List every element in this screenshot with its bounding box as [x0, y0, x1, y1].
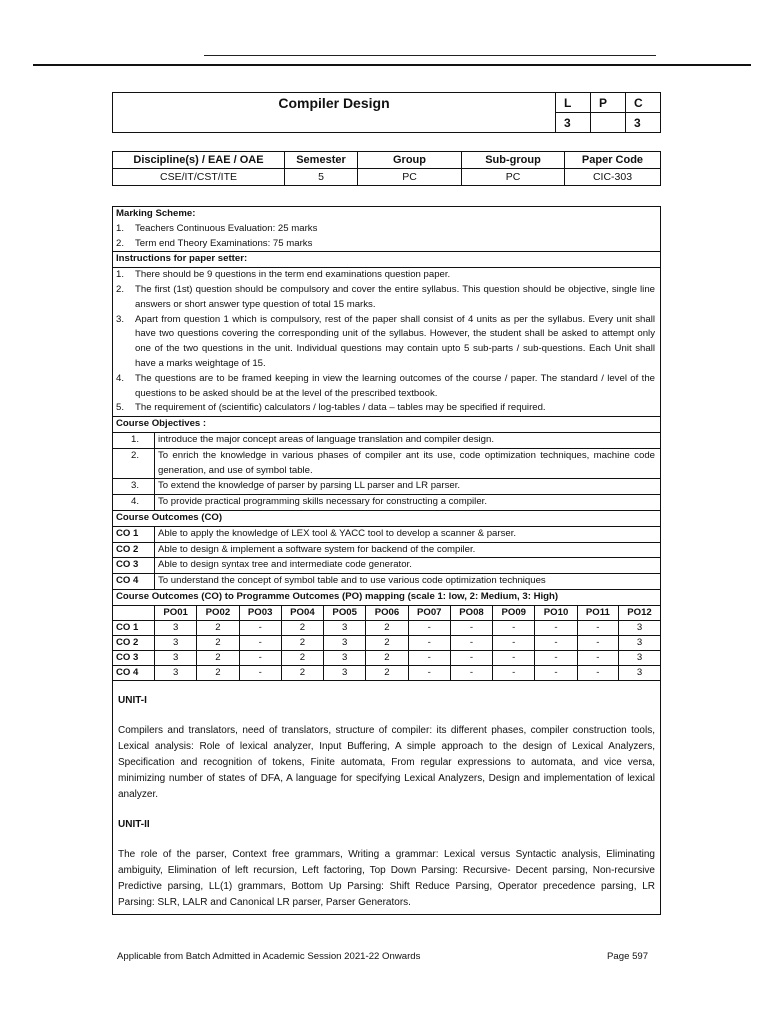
footer-page-number: Page 597 — [607, 951, 649, 962]
objective-row: 1. introduce the major concept areas of language translation and compiler design. — [113, 433, 660, 449]
group-header: Group — [358, 152, 462, 169]
outcome-row: CO 1 Able to apply the knowledge of LEX tool & YACC tool to develop a scanner & parser. — [113, 527, 660, 543]
subgroup-header: Sub-group — [462, 152, 565, 169]
co-po-mapping-table — [113, 606, 660, 681]
objectives-heading: Course Objectives : — [113, 417, 660, 433]
outcome-row: CO 2 Able to design & implement a software system for backend of the compiler. — [113, 543, 660, 559]
marking-item: 2. Term end Theory Examinations: 75 marks — [113, 237, 660, 253]
unit-1-text: Compilers and translators, need of translators, structure of compiler: its different phases, compiler construction tools, Lexical analysis: Role of lexical analyzer, Input Buffering, A simple approach to the design of Lexical Analyzers, Specification and recognition of tokens, Finite automata, From regular expressions to automata, and vice versa, minimizing number of states of DFA, A language for specifying Lexical Analyzers, Design and implementation of lexical analyzer. — [118, 724, 655, 800]
lpc-value-l: 3 — [556, 113, 591, 133]
discipline-header: Discipline(s) / EAE / OAE — [113, 152, 285, 169]
semester-header: Semester — [285, 152, 358, 169]
group-value: PC — [358, 169, 462, 186]
subgroup-value: PC — [462, 169, 565, 186]
instructions-heading: Instructions for paper setter: — [113, 252, 660, 268]
unit-2-text: The role of the parser, Context free grammars, Writing a grammar: Lexical versus Syntactic analysis, Eliminating ambiguity, Elimination of left recursion, Left factoring, Top Down Parsing: Recursive- Decent parsing, Non-recursive Predictive parsing, LL(1) grammars, Bottom Up Parsing: Shift Reduce Parsing, Operator precedence parsing, LR Parsing: SLR, LALR and Canonical LR parser, Parser Generators. — [118, 848, 655, 908]
paper-code-value: CIC-303 — [565, 169, 661, 186]
lpc-label-c: C — [626, 93, 661, 113]
syllabus-box — [112, 206, 661, 915]
mapping-heading: Course Outcomes (CO) to Programme Outcomes (PO) mapping (scale 1: low, 2: Medium, 3: High) — [113, 590, 660, 606]
instruction-item: 2. The first (1st) question should be compulsory and cover the entire syllabus. This question should be objective, single line answers or short answer type question of total 15 marks. — [116, 283, 655, 310]
top-rule-thin — [204, 55, 656, 56]
objective-row: 2. To enrich the knowledge in various phases of compiler ant its use, code optimization techniques, machine code generation, and use of symbol table. — [113, 449, 660, 480]
lpc-value-c: 3 — [626, 113, 661, 133]
lpc-value-p — [591, 113, 626, 133]
course-title-table — [112, 92, 661, 133]
top-rule-thick — [33, 64, 751, 66]
course-title: Compiler Design — [113, 93, 556, 133]
footer-applicability: Applicable from Batch Admitted in Academic Session 2021-22 Onwards — [117, 951, 421, 962]
objective-row: 4. To provide practical programming skills necessary for constructing a compiler. — [113, 495, 660, 511]
instruction-item: 1. There should be 9 questions in the term end examinations question paper. — [116, 269, 451, 281]
outcome-row: CO 4 To understand the concept of symbol table and to use various code optimization techniques — [113, 574, 660, 590]
unit-1-title: UNIT-I — [118, 694, 147, 706]
lpc-label-l: L — [556, 93, 591, 113]
instruction-item: 3. Apart from question 1 which is compulsory, rest of the paper shall consist of 4 units as per the syllabus. Every unit shall have two questions covering the corresponding unit of the syllabus. However, the student shall be asked to attempt only one of the two questions in the unit. Individual questions may contain upto 5 sub-parts / sub-questions. Each Unit shall have a marks weightage of 15. — [116, 313, 655, 369]
instruction-item: 4. The questions are to be framed keeping in view the learning outcomes of the course / paper. The standard / level of the questions to be asked should be at the level of the prescribed textbook. — [116, 372, 655, 399]
objective-row: 3. To extend the knowledge of parser by parsing LL parser and LR parser. — [113, 479, 660, 495]
mapping-header-row: PO01 PO02 PO03 PO04 PO05 PO06 PO07 PO08 PO09 PO10 PO11 PO12 — [113, 606, 660, 621]
paper-code-header: Paper Code — [565, 152, 661, 169]
mapping-row: CO 3 3 2 - 2 3 2 - - - - - 3 — [113, 650, 660, 665]
discipline-value: CSE/IT/CST/ITE — [113, 169, 285, 186]
mapping-row: CO 1 3 2 - 2 3 2 - - - - - 3 — [113, 620, 660, 635]
instruction-item: 5. The requirement of (scientific) calculators / log-tables / data – tables may be specified if required. — [113, 401, 660, 417]
outcome-row: CO 3 Able to design syntax tree and intermediate code generator. — [113, 558, 660, 574]
semester-value: 5 — [285, 169, 358, 186]
unit-2-title: UNIT-II — [118, 818, 150, 830]
outcomes-heading: Course Outcomes (CO) — [113, 511, 660, 527]
mapping-row: CO 2 3 2 - 2 3 2 - - - - - 3 — [113, 635, 660, 650]
units-section — [113, 681, 660, 911]
discipline-table — [112, 151, 661, 186]
marking-item: 1. Teachers Continuous Evaluation: 25 marks — [116, 222, 318, 234]
lpc-label-p: P — [591, 93, 626, 113]
marking-scheme-heading: Marking Scheme: — [116, 208, 196, 219]
mapping-row: CO 4 3 2 - 2 3 2 - - - - - 3 — [113, 665, 660, 680]
